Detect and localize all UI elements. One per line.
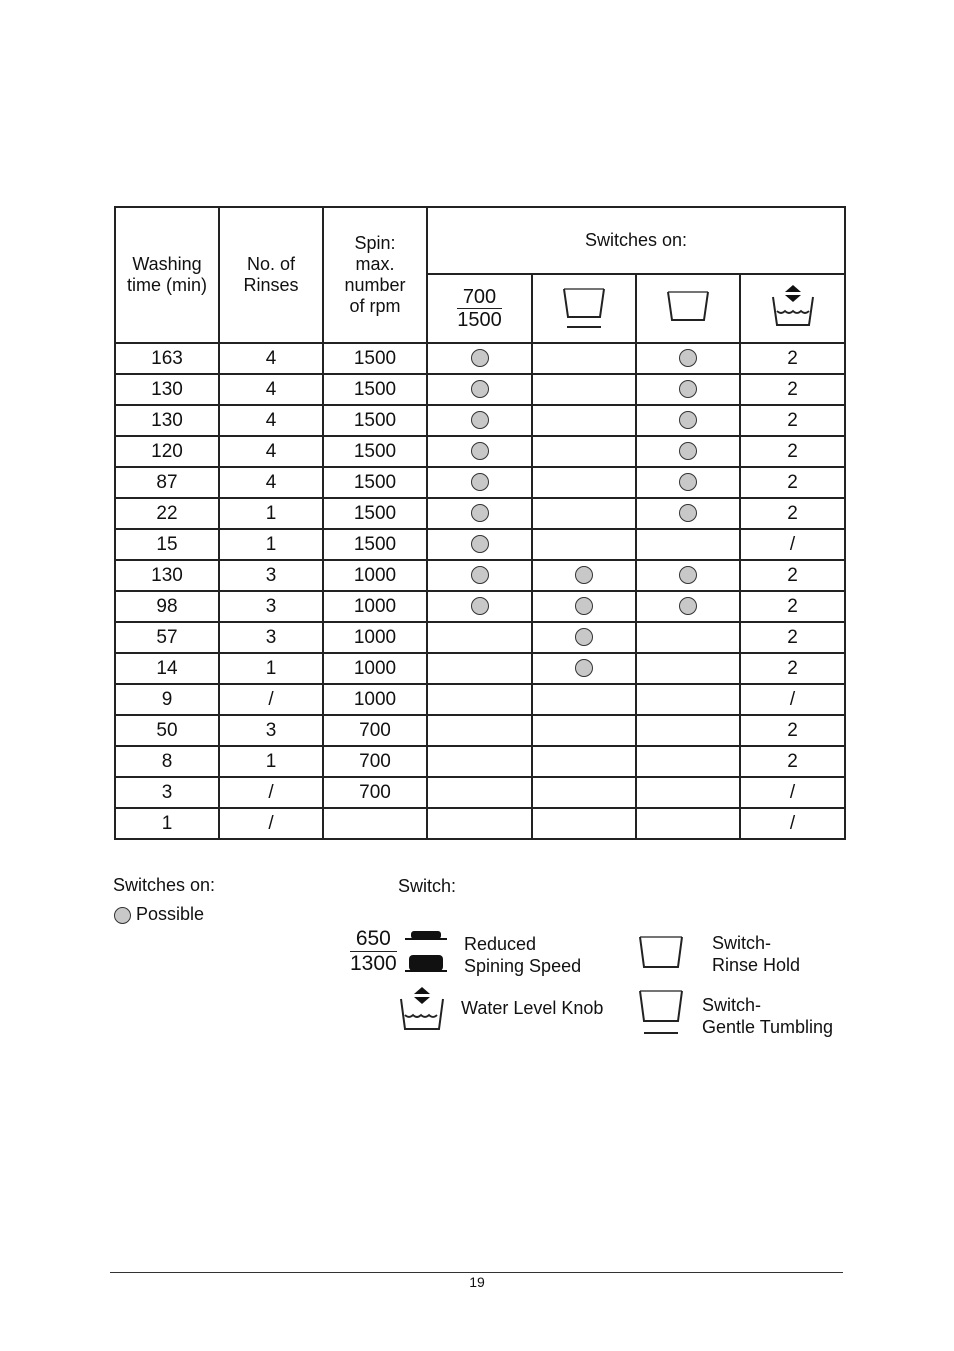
- rinses-cell: /: [219, 684, 323, 715]
- water-level-cell: 2: [740, 622, 845, 653]
- water-level-cell: 2: [740, 498, 845, 529]
- legend-water-level-label: Water Level Knob: [461, 998, 604, 1018]
- rinse-hold-cell: [636, 560, 740, 591]
- table-row: [115, 436, 845, 467]
- possible-dot-icon: [471, 442, 489, 460]
- rpm-cell: 1000: [323, 653, 427, 684]
- rinse-hold-icon: [663, 286, 713, 326]
- rinse-hold-cell: [636, 653, 740, 684]
- possible-dot-icon: [575, 597, 593, 615]
- spin-switch-cell: [427, 343, 532, 374]
- rinse-hold-cell: [636, 374, 740, 405]
- gentle-tumbling-cell: [532, 467, 636, 498]
- rpm-cell: 1500: [323, 343, 427, 374]
- reduced-speed-fraction-icon: $\frac{650}{1300}$: [350, 927, 397, 975]
- rinse-hold-cell: [636, 343, 740, 374]
- possible-dot-icon: [471, 349, 489, 367]
- rinse-hold-cell: [636, 498, 740, 529]
- possible-dot-icon: [679, 349, 697, 367]
- rpm-cell: 1500: [323, 498, 427, 529]
- legend-gentle-tumbling-icon: [636, 987, 686, 1037]
- rpm-cell: 1500: [323, 436, 427, 467]
- possible-dot-icon: [679, 473, 697, 491]
- rinse-hold-cell: [636, 436, 740, 467]
- spin-switch-cell: [427, 591, 532, 622]
- rinse-hold-cell: [636, 622, 740, 653]
- water-level-cell: 2: [740, 746, 845, 777]
- water-level-cell: 2: [740, 653, 845, 684]
- rpm-cell: 1000: [323, 622, 427, 653]
- gentle-tumbling-cell: [532, 591, 636, 622]
- gentle-tumbling-cell: [532, 715, 636, 746]
- water-level-cell: /: [740, 777, 845, 808]
- spin-switch-cell: [427, 808, 532, 839]
- possible-dot-icon: [471, 535, 489, 553]
- washing-time-cell: 1: [115, 808, 219, 839]
- water-level-cell: /: [740, 529, 845, 560]
- table-row: [115, 684, 845, 715]
- possible-dot-icon: [471, 566, 489, 584]
- gentle-tumbling-cell: [532, 498, 636, 529]
- rinse-hold-cell: [636, 405, 740, 436]
- water-level-cell: 2: [740, 436, 845, 467]
- possible-dot-icon: [471, 597, 489, 615]
- rinses-cell: 3: [219, 622, 323, 653]
- possible-dot-icon: [679, 566, 697, 584]
- possible-dot-icon: [575, 659, 593, 677]
- table-row: [115, 405, 845, 436]
- rinses-cell: 4: [219, 436, 323, 467]
- rinses-cell: 1: [219, 529, 323, 560]
- washing-time-cell: 57: [115, 622, 219, 653]
- col-header-rinses: No. of Rinses: [219, 207, 323, 343]
- table-row: [115, 343, 845, 374]
- water-level-cell: 2: [740, 405, 845, 436]
- table-row: [115, 591, 845, 622]
- table-row: [115, 746, 845, 777]
- water-level-cell: /: [740, 808, 845, 839]
- possible-dot-icon: [575, 566, 593, 584]
- possible-dot-icon: [575, 628, 593, 646]
- table-row: [115, 529, 845, 560]
- gentle-tumbling-cell: [532, 808, 636, 839]
- wash-table: [114, 206, 846, 840]
- water-level-cell: 2: [740, 591, 845, 622]
- rinse-hold-cell: [636, 467, 740, 498]
- washing-time-cell: 50: [115, 715, 219, 746]
- legend-gentle-tumbling-label: Switch- Gentle Tumbling: [702, 995, 834, 1037]
- reduced-speed-button-icon: [405, 928, 447, 974]
- col-header-spin: Spin: max. number of rpm: [323, 207, 427, 343]
- spin-fraction-icon: $\frac{700}{1500}$: [457, 286, 502, 331]
- washing-time-cell: 87: [115, 467, 219, 498]
- possible-dot-icon: [114, 907, 131, 924]
- spin-switch-cell: [427, 653, 532, 684]
- rinses-cell: 1: [219, 746, 323, 777]
- possible-dot-icon: [471, 380, 489, 398]
- spin-switch-cell: [427, 436, 532, 467]
- rinse-hold-cell: [636, 591, 740, 622]
- page-number: 19: [469, 1274, 485, 1290]
- gentle-tumbling-cell: [532, 343, 636, 374]
- water-level-cell: 2: [740, 467, 845, 498]
- gentle-tumbling-cell: [532, 529, 636, 560]
- col-header-rinse-hold: [636, 274, 740, 343]
- spin-switch-cell: [427, 777, 532, 808]
- col-header-washing-time: Washing time (min): [115, 207, 219, 343]
- rinse-hold-cell: [636, 777, 740, 808]
- washing-time-cell: 15: [115, 529, 219, 560]
- col-header-water-level: [740, 274, 845, 343]
- rinses-cell: 1: [219, 653, 323, 684]
- spin-switch-cell: [427, 498, 532, 529]
- washing-time-cell: 3: [115, 777, 219, 808]
- col-header-switches-on: Switches on:: [427, 207, 845, 274]
- washing-time-cell: 130: [115, 374, 219, 405]
- legend-rinse-hold-icon: [636, 933, 686, 973]
- gentle-tumbling-cell: [532, 777, 636, 808]
- legend-reduced-label: Reduced Spining Speed: [464, 934, 582, 976]
- spin-switch-cell: [427, 684, 532, 715]
- washing-time-cell: 22: [115, 498, 219, 529]
- rpm-cell: 1500: [323, 529, 427, 560]
- gentle-tumbling-cell: [532, 622, 636, 653]
- possible-dot-icon: [471, 473, 489, 491]
- table-row: [115, 467, 845, 498]
- legend-rinse-hold-label: Switch- Rinse Hold: [712, 933, 801, 975]
- table-body: [115, 343, 845, 839]
- rinse-hold-cell: [636, 746, 740, 777]
- possible-dot-icon: [679, 411, 697, 429]
- rpm-cell: 1500: [323, 467, 427, 498]
- col-header-gentle-tumbling: [532, 274, 636, 343]
- legend-switch-title: Switch:: [398, 876, 457, 896]
- spin-switch-cell: [427, 374, 532, 405]
- water-level-icon: [768, 283, 818, 329]
- rpm-cell: 1500: [323, 374, 427, 405]
- rinses-cell: /: [219, 808, 323, 839]
- possible-dot-icon: [679, 442, 697, 460]
- possible-dot-icon: [679, 504, 697, 522]
- programme-table: [114, 206, 844, 853]
- possible-dot-icon: [471, 411, 489, 429]
- gentle-tumbling-cell: [532, 374, 636, 405]
- table-row: [115, 560, 845, 591]
- rinses-cell: 4: [219, 405, 323, 436]
- gentle-tumbling-cell: [532, 746, 636, 777]
- rinse-hold-cell: [636, 808, 740, 839]
- washing-time-cell: 120: [115, 436, 219, 467]
- spin-switch-cell: [427, 715, 532, 746]
- washing-time-cell: 130: [115, 560, 219, 591]
- washing-time-cell: 98: [115, 591, 219, 622]
- rinse-hold-cell: [636, 715, 740, 746]
- rinse-hold-cell: [636, 684, 740, 715]
- footer-rule: [110, 1272, 843, 1273]
- col-header-spin-switch: [427, 274, 532, 343]
- spin-switch-cell: [427, 746, 532, 777]
- gentle-tumbling-cell: [532, 436, 636, 467]
- rpm-cell: [323, 808, 427, 839]
- table-row: [115, 808, 845, 839]
- possible-dot-icon: [679, 380, 697, 398]
- table-row: [115, 715, 845, 746]
- rinses-cell: /: [219, 777, 323, 808]
- rpm-cell: 1500: [323, 405, 427, 436]
- spin-switch-cell: [427, 405, 532, 436]
- washing-time-cell: 163: [115, 343, 219, 374]
- spin-switch-cell: [427, 622, 532, 653]
- rinses-cell: 4: [219, 343, 323, 374]
- spin-switch-cell: [427, 529, 532, 560]
- rpm-cell: 1000: [323, 560, 427, 591]
- spin-switch-cell: [427, 560, 532, 591]
- rpm-cell: 1000: [323, 684, 427, 715]
- water-level-cell: 2: [740, 343, 845, 374]
- washing-time-cell: 9: [115, 684, 219, 715]
- water-level-cell: /: [740, 684, 845, 715]
- gentle-tumbling-cell: [532, 684, 636, 715]
- gentle-tumbling-cell: [532, 560, 636, 591]
- rinses-cell: 3: [219, 560, 323, 591]
- rinses-cell: 3: [219, 715, 323, 746]
- table-row: [115, 622, 845, 653]
- gentle-tumbling-icon: [559, 283, 609, 329]
- possible-dot-icon: [679, 597, 697, 615]
- legend-possible: [114, 903, 204, 925]
- table-row: [115, 498, 845, 529]
- washing-time-cell: 8: [115, 746, 219, 777]
- washing-time-cell: 14: [115, 653, 219, 684]
- rinse-hold-cell: [636, 529, 740, 560]
- rinses-cell: 1: [219, 498, 323, 529]
- rpm-cell: 1000: [323, 591, 427, 622]
- rinses-cell: 4: [219, 374, 323, 405]
- rpm-cell: 700: [323, 715, 427, 746]
- table-row: [115, 374, 845, 405]
- water-level-cell: 2: [740, 715, 845, 746]
- legend-possible-label: Possible: [136, 904, 205, 924]
- rinses-cell: 4: [219, 467, 323, 498]
- water-level-cell: 2: [740, 560, 845, 591]
- legend-switches-on-title: Switches on:: [113, 875, 216, 895]
- table-row: [115, 653, 845, 684]
- gentle-tumbling-cell: [532, 653, 636, 684]
- legend-reduced-fraction: [350, 927, 397, 976]
- possible-dot-icon: [471, 504, 489, 522]
- legend-water-level-icon: [397, 985, 447, 1033]
- rpm-cell: 700: [323, 746, 427, 777]
- table-row: [115, 777, 845, 808]
- water-level-cell: 2: [740, 374, 845, 405]
- rinses-cell: 3: [219, 591, 323, 622]
- gentle-tumbling-cell: [532, 405, 636, 436]
- washing-time-cell: 130: [115, 405, 219, 436]
- rpm-cell: 700: [323, 777, 427, 808]
- spin-switch-cell: [427, 467, 532, 498]
